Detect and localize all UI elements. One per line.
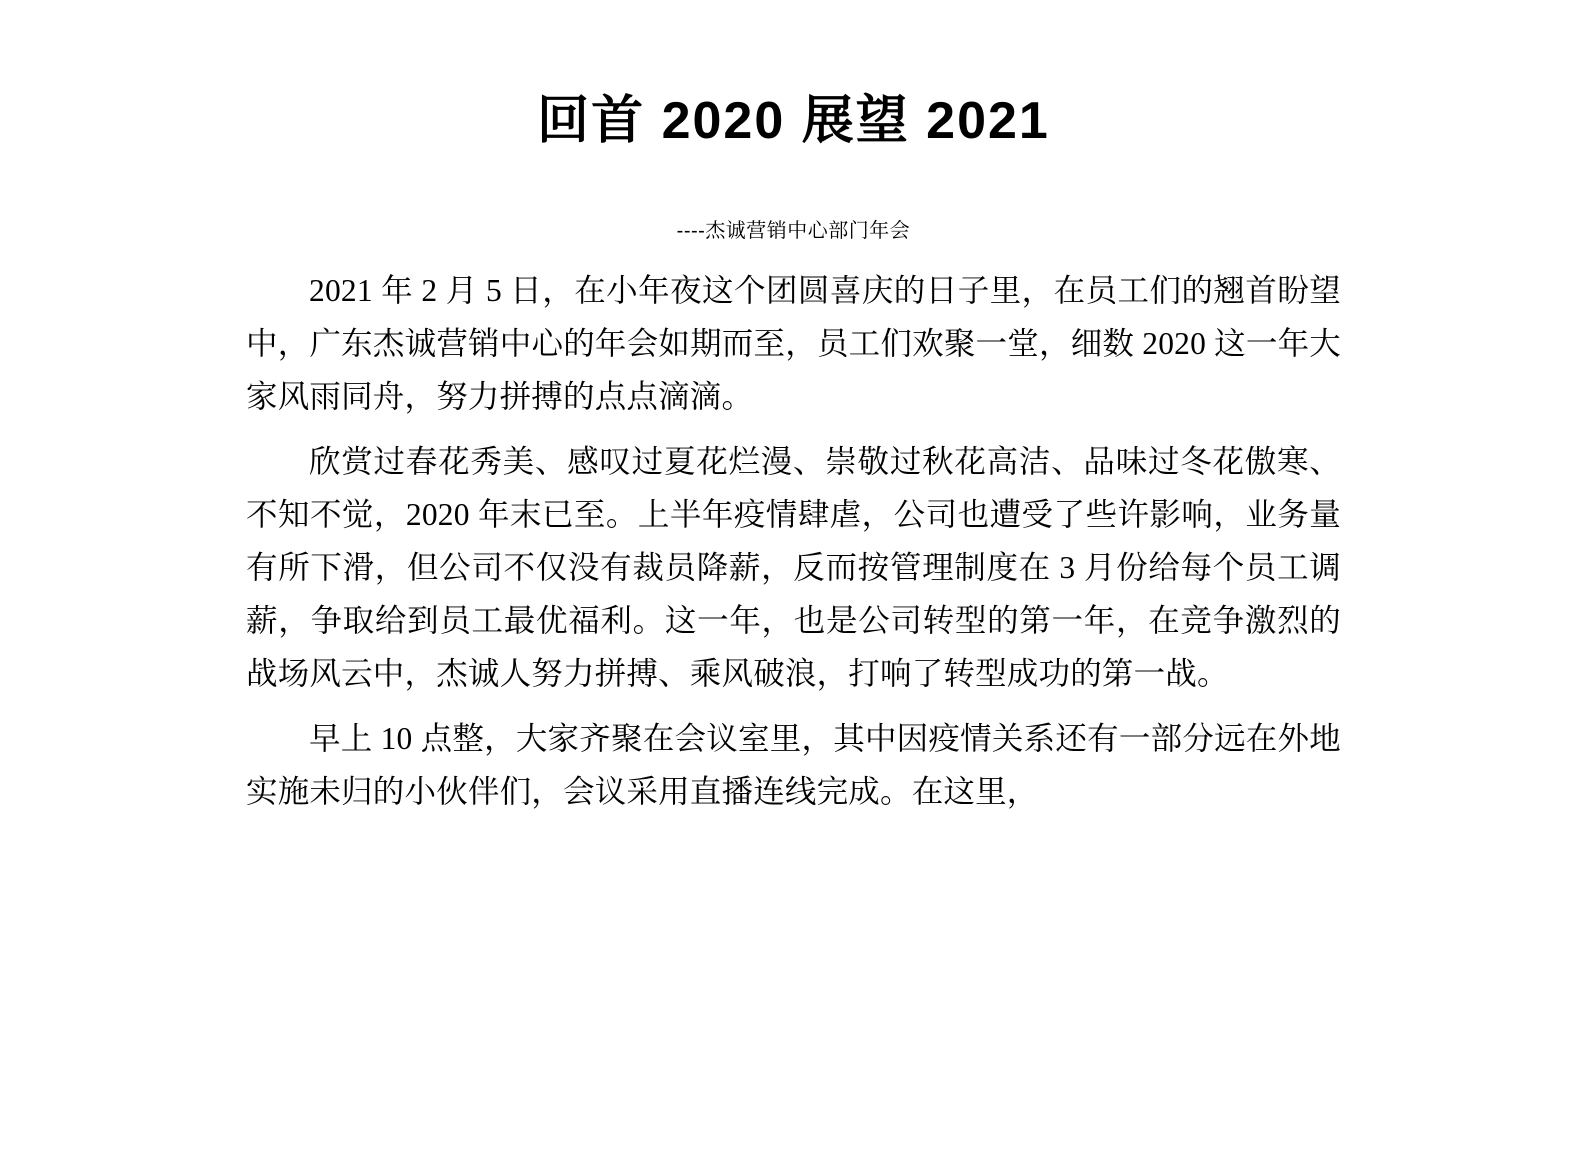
paragraph-1: 2021 年 2 月 5 日，在小年夜这个团圆喜庆的日子里，在员工们的翘首盼望中，广东杰诚营销中心的年会如期而至，员工们欢聚一堂，细数 2020 这一年大家风雨同舟，努力拼搏的点点滴滴。 — [246, 273, 1341, 415]
page-title: 回首 2020 展望 2021 — [537, 92, 1050, 150]
paragraph-3: 早上 10 点整，大家齐聚在会议室里，其中因疫情关系还有一部分远在外地实施未归的小伙伴们，会议采用直播连线完成。在这里， — [246, 720, 1341, 809]
document-subtitle: ----杰诚营销中心部门年会 — [676, 220, 911, 243]
paragraph-2: 欣赏过春花秀美、感叹过夏花烂漫、崇敬过秋花高洁、品味过冬花傲寒、不知不觉，2020 年末已至。上半年疫情肆虐，公司也遭受了些许影响，业务量有所下滑，但公司不仅没有裁员降薪，反而按管理制度在 3 月份给每个员工调薪，争取给到员工最优福利。这一年，也是公司转型的第一年，在竞争激烈的战场风云中，杰诚人努力拼搏、乘风破浪，打响了转型成功的第一战。 — [246, 444, 1341, 691]
